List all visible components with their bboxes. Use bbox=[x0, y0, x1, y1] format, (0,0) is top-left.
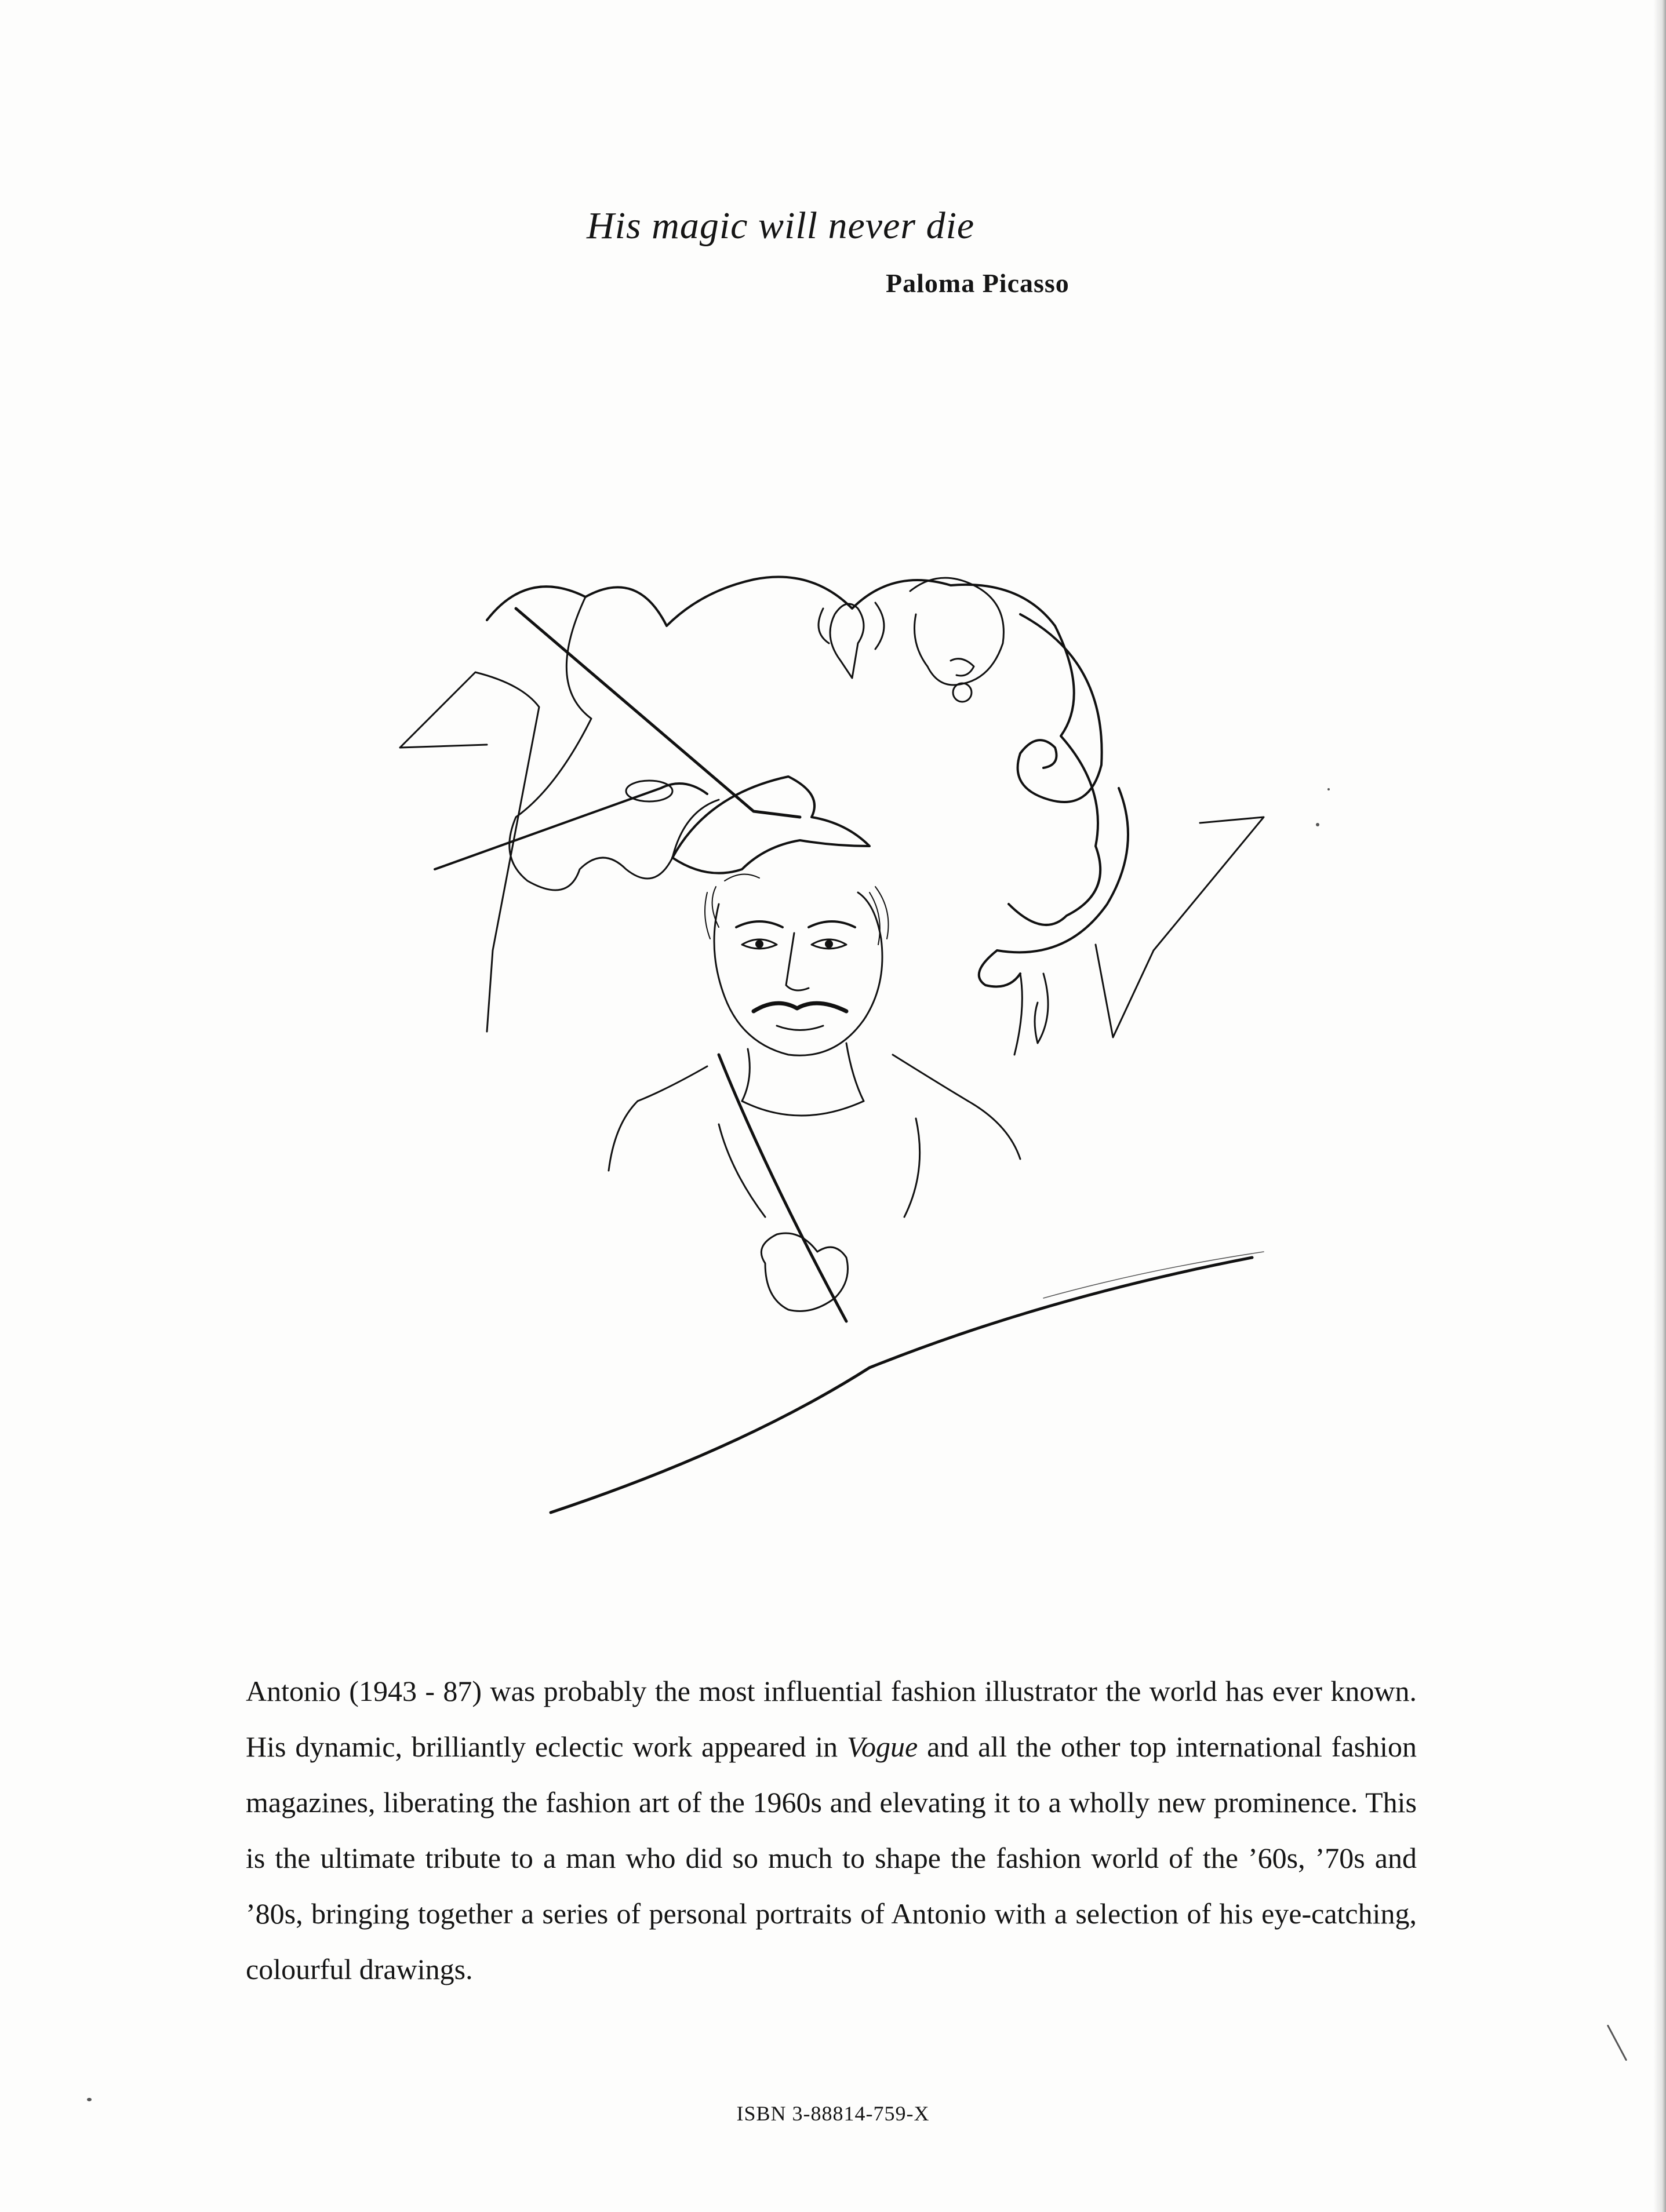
jacket-lines bbox=[609, 1101, 1020, 1217]
crest-ornament bbox=[819, 603, 884, 678]
scan-speck bbox=[87, 2098, 92, 2101]
horizon-line bbox=[551, 1258, 1252, 1513]
sword-hilt bbox=[626, 781, 672, 801]
mustache bbox=[754, 1003, 846, 1011]
face-outline bbox=[714, 892, 882, 1055]
plume-scroll bbox=[1018, 614, 1102, 802]
plume-hanging-strands bbox=[1014, 974, 1048, 1055]
mouth bbox=[777, 1026, 823, 1030]
jaguar-nose-ring bbox=[953, 683, 972, 702]
isbn-number: ISBN 3-88814-759-X bbox=[736, 2102, 930, 2125]
neck bbox=[742, 1043, 864, 1101]
cape-right-shape bbox=[1096, 817, 1264, 1037]
cape-left-shape bbox=[400, 672, 539, 1032]
description-part1: Antonio (1943 - 87) was probably the most influential fashion illustrator the world has ever known. His dynamic, brilliantly eclectic work appeared in bbox=[246, 1675, 1417, 1763]
hair bbox=[705, 874, 889, 945]
scan-speck bbox=[1607, 2024, 1628, 2061]
shirt-collar bbox=[638, 1055, 968, 1116]
epigraph-quote: His magic will never die bbox=[587, 205, 975, 247]
scan-speck bbox=[1327, 788, 1330, 790]
portrait-illustration bbox=[394, 545, 1287, 1530]
jaguar-head bbox=[910, 578, 1003, 685]
magazine-title: Vogue bbox=[847, 1730, 918, 1763]
nose bbox=[786, 933, 809, 990]
page-edge-shadow bbox=[1653, 0, 1666, 2212]
plume-long-curve bbox=[979, 788, 1128, 987]
epigraph-author: Paloma Picasso bbox=[886, 268, 1070, 298]
scan-speck bbox=[1316, 823, 1319, 826]
pen-line bbox=[719, 1055, 846, 1321]
eyebrows bbox=[736, 921, 855, 927]
sketchy-line bbox=[1043, 1252, 1264, 1298]
hat-left-fold bbox=[510, 597, 719, 890]
sword-line-lower bbox=[435, 784, 707, 869]
book-description bbox=[246, 1663, 1417, 1997]
description-part2: and all the other top international fashion magazines, liberating the fashion art of the 1960s and elevating it to a wholly new prominence. This is the ultimate tribute to a man who did so much to shape the fashion world of the ’60s, ’70s and ’80s, bringing together a series of personal portraits of Antonio with a selection of his eye-catching, colourful drawings. bbox=[246, 1730, 1417, 1985]
